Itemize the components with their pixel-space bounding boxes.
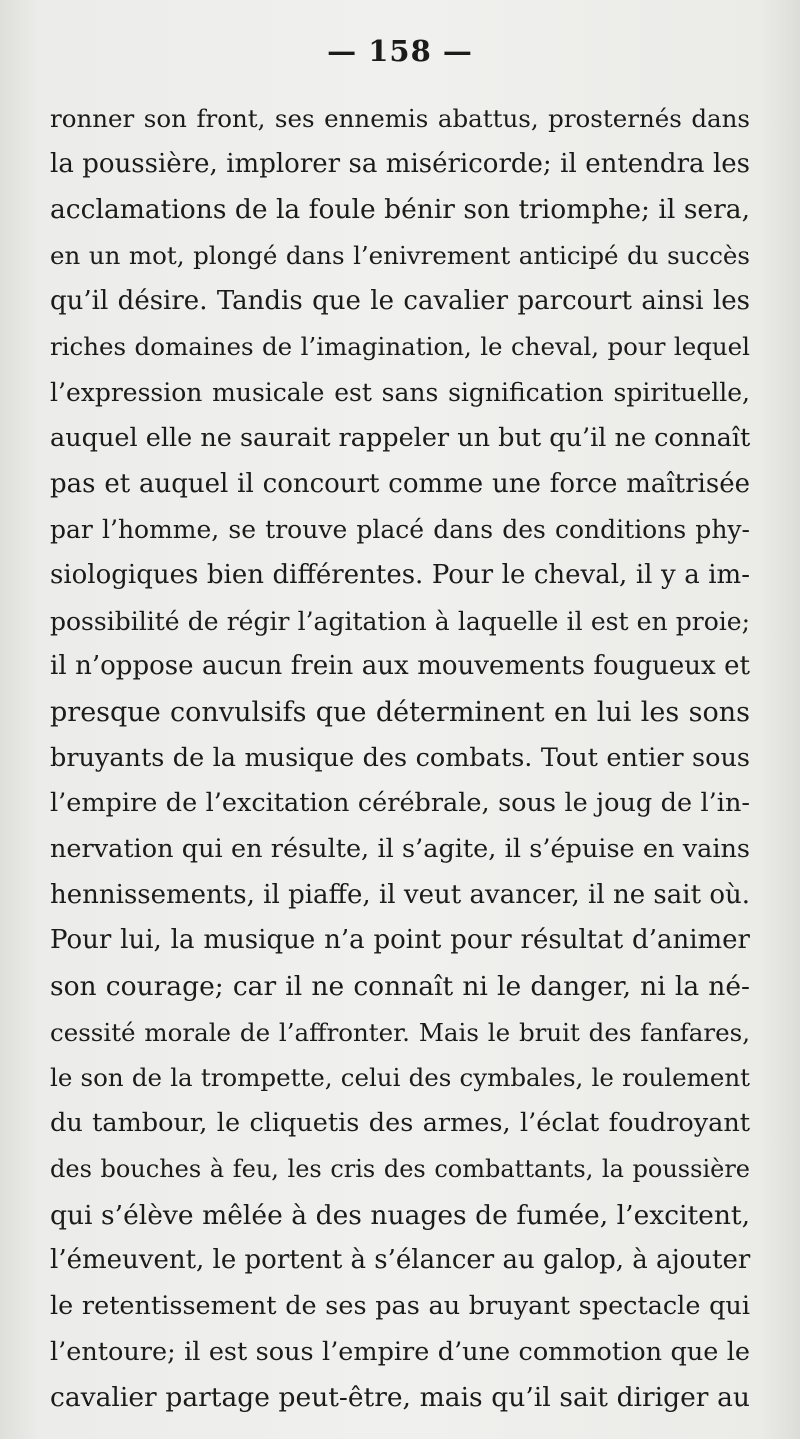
- text-line-2: la poussière, implorer sa miséricorde; il entendra les: [50, 148, 750, 179]
- page-number: — 158 —: [327, 34, 473, 68]
- text-line-14: presque convulsifs que déterminent en lui les sons: [50, 696, 750, 728]
- text-line-28: l’entoure; il est sous l’empire d’une commotion que le: [50, 1336, 750, 1367]
- text-line-19: Pour lui, la musique n’a point pour résultat d’animer: [50, 925, 750, 956]
- text-line-22: le son de la trompette, celui des cymbales, le roulement: [50, 1063, 750, 1093]
- text-line-23: du tambour, le cliquetis des armes, l’éclat foudroyant: [50, 1108, 750, 1139]
- text-line-9: pas et auquel il concourt comme une force maîtrisée: [50, 468, 750, 499]
- text-line-16: l’empire de l’excitation cérébrale, sous le joug de l’in-: [50, 788, 750, 819]
- text-line-13: il n’oppose aucun frein aux mouvements fougueux et: [50, 651, 750, 682]
- text-line-27: le retentissement de ses pas au bruyant spectacle qui: [50, 1290, 750, 1321]
- text-line-12: possibilité de régir l’agitation à laquelle il est en proie;: [50, 606, 750, 636]
- text-line-15: bruyants de la musique des combats. Tout entier sous: [50, 742, 750, 773]
- text-line-4: en un mot, plongé dans l’enivrement anticipé du succès: [50, 241, 750, 271]
- text-line-20: son courage; car il ne connaît ni le danger, ni la né-: [50, 971, 750, 1003]
- text-line-17: nervation qui en résulte, il s’agite, il s’épuise en vains: [50, 834, 750, 864]
- text-line-29: cavalier partage peut-être, mais qu’il sait diriger au: [50, 1382, 750, 1414]
- text-line-8: auquel elle ne saurait rappeler un but qu’il ne connaît: [50, 422, 751, 453]
- text-line-7: l’expression musicale est sans signification spirituelle,: [50, 378, 750, 408]
- text-line-6: riches domaines de l’imagination, le cheval, pour lequel: [50, 332, 750, 362]
- text-line-18: hennissements, il piaffe, il veut avancer, il ne sait où.: [50, 879, 750, 910]
- text-line-1: ronner son front, ses ennemis abattus, prosternés dans: [50, 104, 750, 133]
- text-line-25: qui s’élève mêlée à des nuages de fumée, l’excitent,: [50, 1199, 750, 1231]
- text-line-24: des bouches à feu, les cris des combattants, la poussière: [50, 1154, 750, 1183]
- text-line-10: par l’homme, se trouve placé dans des conditions phy-: [50, 515, 750, 545]
- text-line-5: qu’il désire. Tandis que le cavalier parcourt ainsi les: [50, 285, 750, 316]
- text-line-21: cessité morale de l’affronter. Mais le bruit des fanfares,: [50, 1017, 750, 1047]
- text-line-26: l’émeuvent, le portent à s’élancer au galop, à ajouter: [50, 1245, 751, 1276]
- text-line-3: acclamations de la foule bénir son triomphe; il sera,: [50, 194, 750, 226]
- text-line-11: siologiques bien différentes. Pour le cheval, il y a im-: [50, 559, 750, 590]
- text-body: [50, 96, 750, 1421]
